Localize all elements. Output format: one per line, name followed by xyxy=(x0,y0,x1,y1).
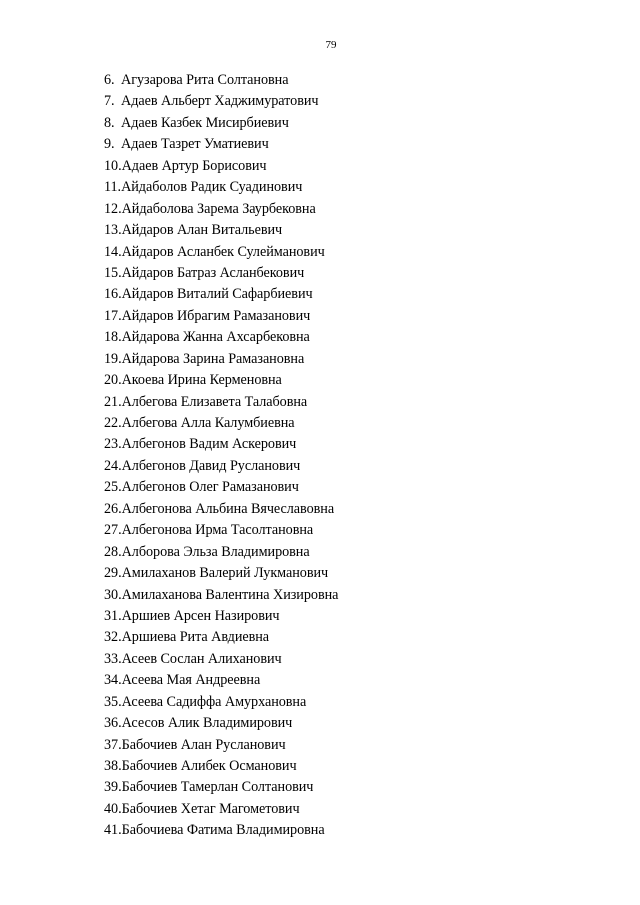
list-item xyxy=(104,91,338,112)
list-item-name: Акоева Ирина Керменовна xyxy=(121,372,282,389)
list-item xyxy=(104,327,338,348)
list-item-number: 13. xyxy=(104,222,122,239)
list-item-name: Айдарова Зарина Рамазановна xyxy=(121,350,305,367)
list-item-number: 38. xyxy=(104,758,122,774)
list-item xyxy=(104,134,338,155)
list-item xyxy=(104,306,338,327)
list-item-name: Албегонов Олег Рамазанович xyxy=(121,479,299,496)
list-item xyxy=(104,542,338,563)
list-item xyxy=(104,820,338,841)
list-item xyxy=(104,777,338,798)
list-item xyxy=(104,756,338,777)
list-item xyxy=(104,177,338,198)
list-item xyxy=(104,627,338,648)
list-item-name: Айдаров Батраз Асланбекович xyxy=(121,264,305,281)
list-item-number: 21. xyxy=(104,393,122,410)
list-item xyxy=(104,392,338,413)
list-item-number: 32. xyxy=(104,629,122,646)
list-item-name: Бабочиев Хетаг Магометович xyxy=(121,800,300,817)
list-item-name: Айдаров Ибрагим Рамазанович xyxy=(121,307,311,324)
list-item-name: Амилаханов Валерий Лукманович xyxy=(121,565,329,582)
list-item-name: Айдаболов Радик Суадинович xyxy=(121,179,303,196)
list-item-name: Асеева Садиффа Амурхановна xyxy=(121,693,307,710)
list-item-number: 41. xyxy=(104,822,122,839)
list-item-number: 25. xyxy=(104,479,122,496)
list-item xyxy=(104,649,338,670)
list-item xyxy=(104,349,338,370)
list-item-number: 37. xyxy=(104,736,122,753)
list-item-number: 6. xyxy=(104,72,115,88)
list-item-number: 8. xyxy=(104,114,115,131)
list-item-name: Алборова Эльза Владимировна xyxy=(121,543,310,560)
list-item-name: Бабочиев Алибек Османович xyxy=(121,758,297,774)
list-item xyxy=(104,113,338,134)
list-item-name: Албегонова Ирма Тасолтановна xyxy=(121,522,314,539)
list-item xyxy=(104,456,338,477)
list-item-name: Албегонов Вадим Аскерович xyxy=(121,436,297,453)
list-item-number: 22. xyxy=(104,415,122,431)
list-item xyxy=(104,692,338,713)
list-item-number: 26. xyxy=(104,500,122,517)
list-item xyxy=(104,799,338,820)
list-item xyxy=(104,499,338,520)
list-item-number: 7. xyxy=(104,93,115,110)
list-item-name: Асеева Мая Андреевна xyxy=(121,672,261,689)
list-item-name: Айдаболова Зарема Заурбековна xyxy=(121,200,316,217)
list-item-number: 28. xyxy=(104,543,122,560)
list-item-number: 17. xyxy=(104,307,122,324)
list-item-number: 10. xyxy=(104,157,122,174)
list-item xyxy=(104,156,338,177)
name-list xyxy=(104,70,338,842)
list-item-name: Бабочиев Тамерлан Солтанович xyxy=(121,779,314,796)
list-item-number: 12. xyxy=(104,200,122,217)
list-item xyxy=(104,220,338,241)
page-number: 79 xyxy=(325,39,337,51)
list-item xyxy=(104,670,338,691)
list-item-number: 15. xyxy=(104,264,122,281)
list-item-name: Амилаханова Валентина Хизировна xyxy=(121,586,339,603)
list-item-number: 30. xyxy=(104,586,122,603)
list-item-number: 39. xyxy=(104,779,122,796)
list-item-number: 16. xyxy=(104,286,122,303)
list-item-number: 24. xyxy=(104,457,122,474)
list-item-number: 36. xyxy=(104,715,122,732)
list-item xyxy=(104,413,338,434)
list-item-name: Албегова Алла Калумбиевна xyxy=(121,415,295,431)
list-item-name: Айдаров Виталий Сафарбиевич xyxy=(121,286,313,303)
list-item-name: Бабочиев Алан Русланович xyxy=(121,736,286,753)
list-item-name: Айдаров Асланбек Сулейманович xyxy=(121,243,325,260)
list-item-name: Адаев Казбек Мисирбиевич xyxy=(121,114,289,131)
list-item-name: Айдарова Жанна Ахсарбековна xyxy=(121,329,310,346)
list-item-name: Асесов Алик Владимирович xyxy=(121,715,293,732)
list-item xyxy=(104,477,338,498)
list-item-number: 29. xyxy=(104,565,122,582)
list-item-number: 9. xyxy=(104,136,115,153)
list-item-name: Албегонова Альбина Вячеславовна xyxy=(121,500,335,517)
list-item-number: 14. xyxy=(104,243,122,260)
list-item xyxy=(104,713,338,734)
list-item-name: Аршиев Арсен Назирович xyxy=(121,607,280,624)
list-item xyxy=(104,563,338,584)
list-item-number: 23. xyxy=(104,436,122,453)
list-item xyxy=(104,199,338,220)
list-item-number: 18. xyxy=(104,329,122,346)
list-item-name: Айдаров Алан Витальевич xyxy=(121,222,283,239)
list-item-number: 35. xyxy=(104,693,122,710)
list-item xyxy=(104,606,338,627)
list-item xyxy=(104,520,338,541)
list-item xyxy=(104,370,338,391)
list-item-number: 20. xyxy=(104,372,122,389)
list-item-number: 27. xyxy=(104,522,122,539)
list-item-name: Адаев Альберт Хаджимуратович xyxy=(121,93,319,110)
list-item-name: Аршиева Рита Авдиевна xyxy=(121,629,270,646)
list-item-number: 31. xyxy=(104,607,122,624)
list-item-number: 19. xyxy=(104,350,122,367)
list-item-name: Асеев Сослан Алиханович xyxy=(121,650,282,667)
list-item-name: Албегонов Давид Русланович xyxy=(121,457,301,474)
list-item xyxy=(104,263,338,284)
list-item-name: Адаев Артур Борисович xyxy=(121,157,267,174)
list-item xyxy=(104,735,338,756)
list-item-name: Албегова Елизавета Талабовна xyxy=(121,393,308,410)
list-item-number: 34. xyxy=(104,672,122,689)
list-item xyxy=(104,242,338,263)
list-item-number: 11. xyxy=(104,179,122,196)
list-item-name: Агузарова Рита Солтановна xyxy=(121,72,289,88)
list-item-name: Адаев Тазрет Уматиевич xyxy=(121,136,269,153)
list-item-number: 33. xyxy=(104,650,122,667)
list-item xyxy=(104,434,338,455)
list-item xyxy=(104,585,338,606)
list-item xyxy=(104,284,338,305)
list-item-name: Бабочиева Фатима Владимировна xyxy=(121,822,325,839)
list-item-number: 40. xyxy=(104,800,122,817)
list-item xyxy=(104,70,338,91)
